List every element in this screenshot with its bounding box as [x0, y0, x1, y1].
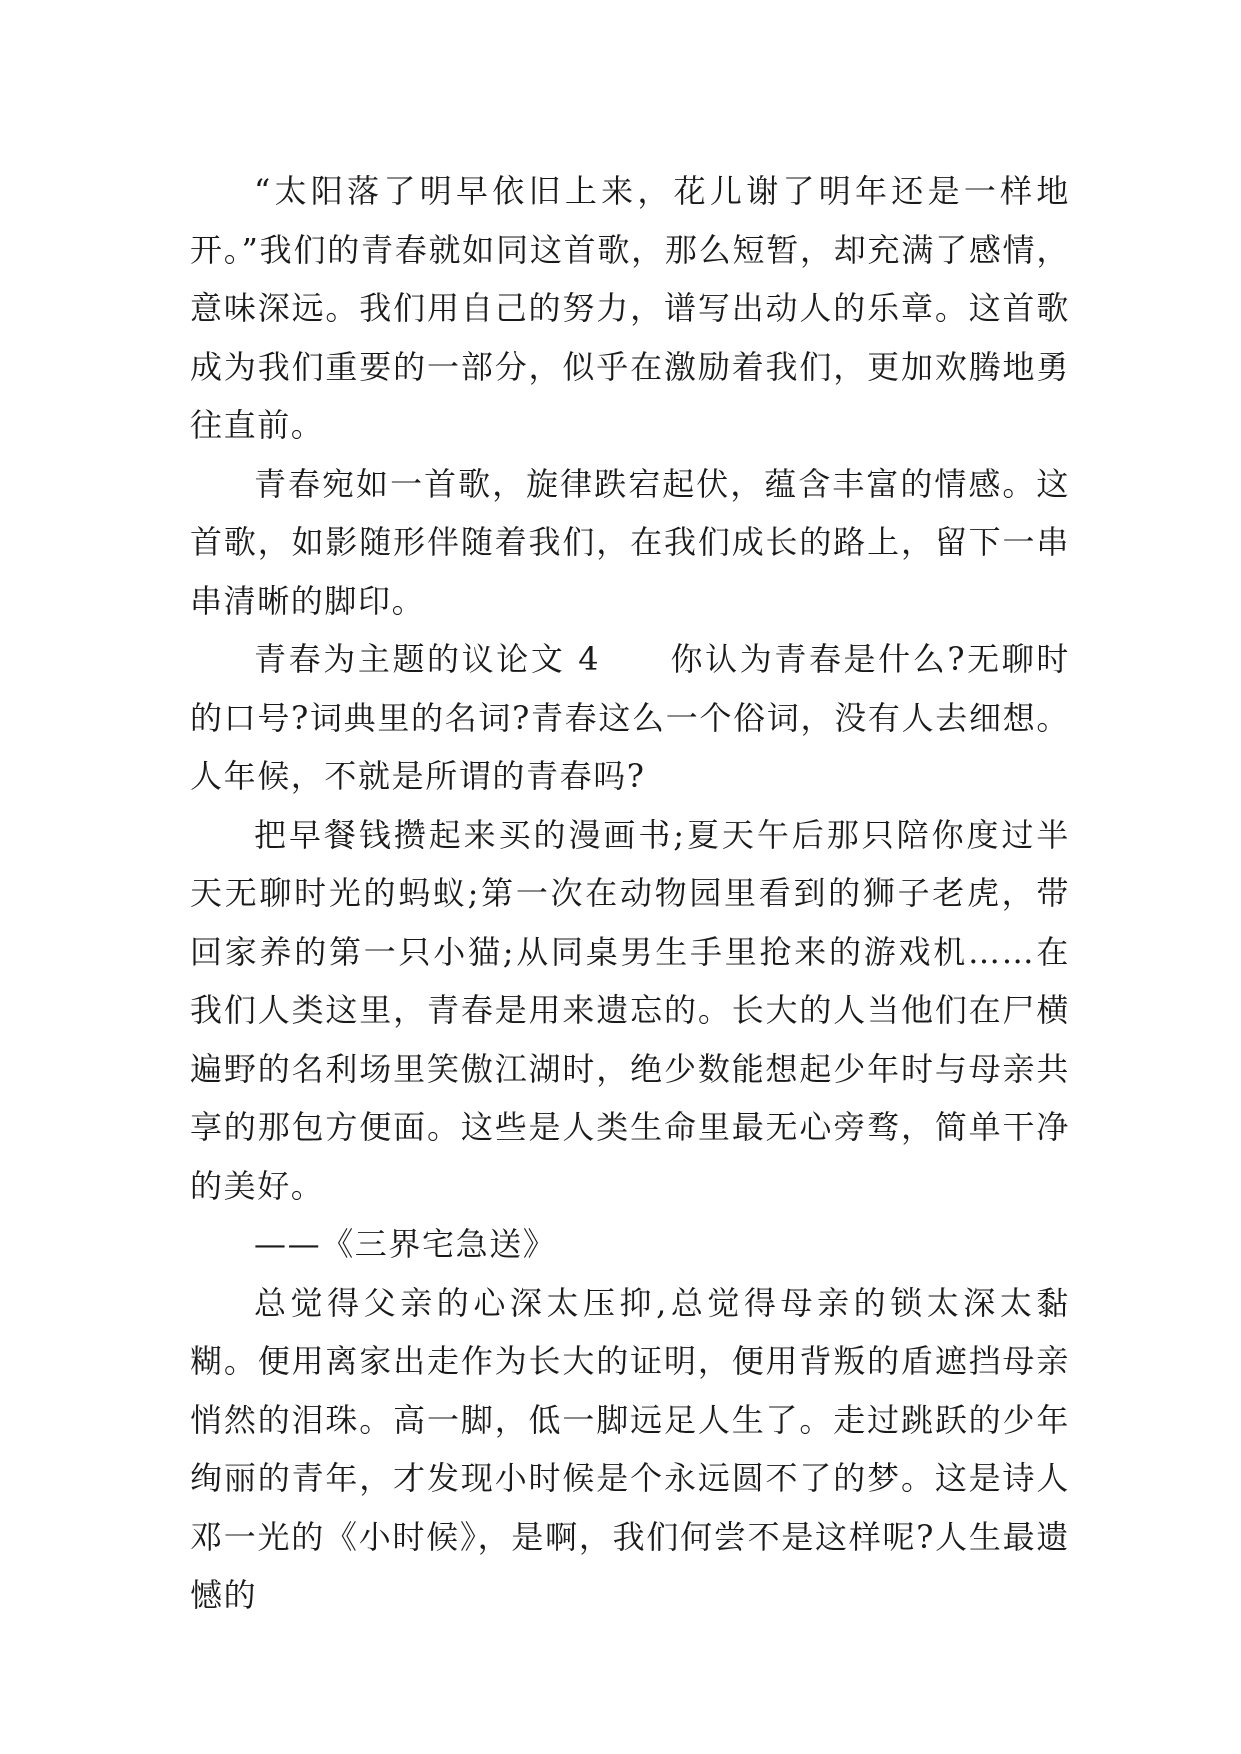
paragraph-quote-source: ——《三界宅急送》: [254, 1225, 557, 1263]
paragraph-parents: 总觉得父亲的心深太压抑,总觉得母亲的锁太深太黏糊。便用离家出走作为长大的证明，便用背叛的盾遮挡母亲悄然的泪珠。高一脚，低一脚远足人生了。走过跳跃的少年绚丽的青年，才发现小时候是个永远圆不了的梦。这是诗人邓一光的《小时候》，是啊，我们何尝不是这样呢?人生最遗憾的: [190, 1283, 1070, 1614]
paragraph-essay-4-intro: 青春为主题的议论文 4 你认为青春是什么?无聊时的口号?词典里的名词?青春这么一个俗词，没有人去细想。人年候，不就是所谓的青春吗?: [190, 640, 1070, 795]
paragraph-song-lyric: “太阳落了明早依旧上来，花儿谢了明年还是一样地开。”我们的青春就如同这首歌，那么短暂，却充满了感情，意味深远。我们用自己的努力，谱写出动人的乐章。这首歌成为我们重要的一部分，似乎在激励着我们，更加欢腾地勇往直前。: [190, 172, 1070, 444]
paragraph-childhood-memories: 把早餐钱攒起来买的漫画书;夏天午后那只陪你度过半天无聊时光的蚂蚁;第一次在动物园里看到的狮子老虎，带回家养的第一只小猫;从同桌男生手里抢来的游戏机……在我们人类这里，青春是用来遗忘的。长大的人当他们在尸横遍野的名利场里笑傲江湖时，绝少数能想起少年时与母亲共享的那包方便面。这些是人类生命里最无心旁骛，简单干净的美好。: [190, 815, 1070, 1205]
document-body: [190, 162, 1070, 1625]
paragraph-youth-song: 青春宛如一首歌，旋律跌宕起伏，蕴含丰富的情感。这首歌，如影随形伴随着我们，在我们成长的路上，留下一串串清晰的脚印。: [190, 464, 1070, 620]
